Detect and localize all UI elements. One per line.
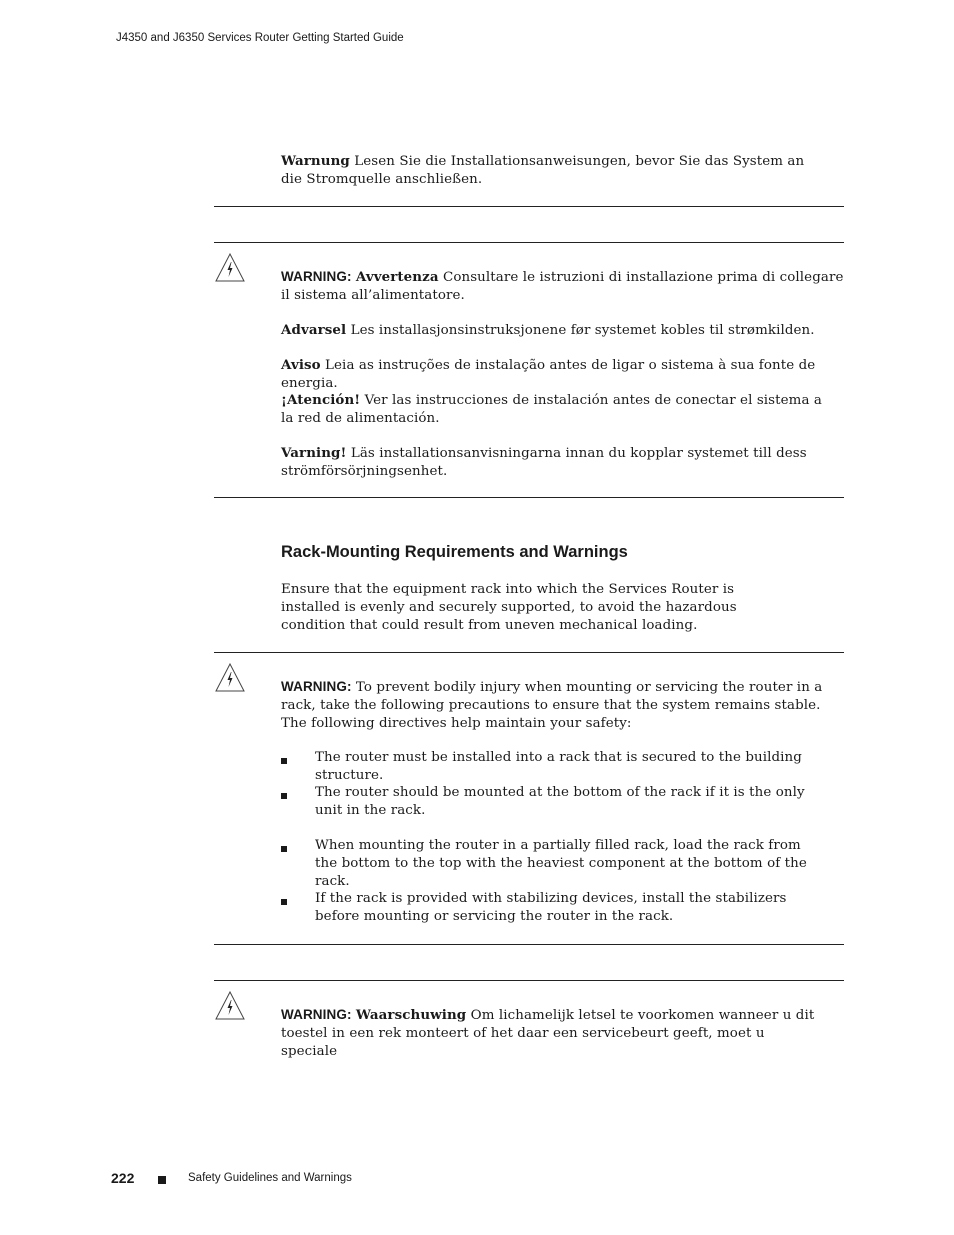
page-number: 222 (111, 1170, 135, 1186)
bullet-marker (281, 793, 287, 799)
warning-text-dutch: Om lichamelijk letsel te voorkomen wanneer u dit toestel in een rek monteert of het daar een servicebeurt geeft, moet u speciale (281, 1008, 815, 1059)
warning-label-italian: Avvertenza (355, 269, 439, 285)
bullet-marker (281, 899, 287, 905)
warning-label-dutch: Waarschuwing (355, 1007, 467, 1023)
divider (214, 497, 844, 498)
electrical-hazard-icon (214, 990, 246, 1022)
warning-paragraph-italian (281, 268, 847, 305)
warning-label-swedish: Varning! (281, 445, 347, 461)
bullet-item: If the rack is provided with stabilizing devices, install the stabilizers before mounting or servicing the router in the rack. (315, 891, 787, 924)
warning-text-swedish: Läs installationsanvisningarna innan du kopplar systemet till dess strömförsörjningsenhet. (281, 446, 807, 479)
warning-label-portuguese: Aviso (281, 357, 321, 373)
warning-label: WARNING: (281, 269, 352, 284)
divider (214, 206, 844, 207)
warning-paragraph-portuguese (281, 356, 861, 393)
bullet-marker (281, 758, 287, 764)
warning-text-italian: Consultare le istruzioni di installazione prima di collegare il sistema all’alimentatore. (281, 270, 844, 303)
warning-paragraph-dutch (281, 1006, 821, 1061)
warning-text-spanish: Ver las instrucciones de instalación antes de conectar el sistema a la red de alimentación. (281, 393, 822, 426)
warning-paragraph-german (281, 152, 821, 189)
warning-label-norwegian: Advarsel (281, 322, 347, 338)
bullet-item: When mounting the router in a partially filled rack, load the rack from the bottom to the top with the heaviest component at the bottom of the rack. (315, 838, 807, 889)
section-intro: Ensure that the equipment rack into which the Services Router is installed is evenly and securely supported, to avoid the hazardous condition that could result from uneven mechanical loading. (281, 582, 737, 633)
warning-label-german: Warnung (281, 153, 350, 169)
bullet-marker (281, 846, 287, 852)
section-heading: Rack-Mounting Requirements and Warnings (281, 543, 628, 561)
bullet-item: The router must be installed into a rack that is secured to the building structure. (315, 750, 802, 783)
warning-text-german: Lesen Sie die Installationsanweisungen, bevor Sie das System an die Stromquelle anschließen. (281, 154, 805, 187)
electrical-hazard-icon (214, 662, 246, 694)
warning-label-spanish: ¡Atención! (281, 392, 361, 408)
warning-label: WARNING: (281, 679, 352, 694)
divider (214, 944, 844, 945)
divider (214, 980, 844, 981)
divider (214, 242, 844, 243)
footer-separator (158, 1176, 166, 1184)
warning-text-norwegian: Les installasjonsinstruksjonene før systemet kobles til strømkilden. (346, 323, 815, 338)
rack-warning-text: To prevent bodily injury when mounting or servicing the router in a rack, take the following precautions to ensure that the system remains stable. The following directives help maintain your safety: (281, 680, 823, 731)
warning-label: WARNING: (281, 1007, 352, 1022)
divider (214, 652, 844, 653)
bullet-item: The router should be mounted at the bottom of the rack if it is the only unit in the rack. (315, 785, 805, 818)
rack-warning-paragraph (281, 678, 847, 733)
footer-section-title: Safety Guidelines and Warnings (188, 1172, 352, 1184)
warning-paragraph-spanish (281, 391, 829, 428)
warning-text-portuguese: Leia as instruções de instalação antes de ligar o sistema à sua fonte de energia. (281, 358, 816, 391)
running-header: J4350 and J6350 Services Router Getting Started Guide (116, 32, 404, 44)
electrical-hazard-icon (214, 252, 246, 284)
warning-paragraph-norwegian (281, 321, 847, 340)
warning-paragraph-swedish (281, 444, 821, 481)
